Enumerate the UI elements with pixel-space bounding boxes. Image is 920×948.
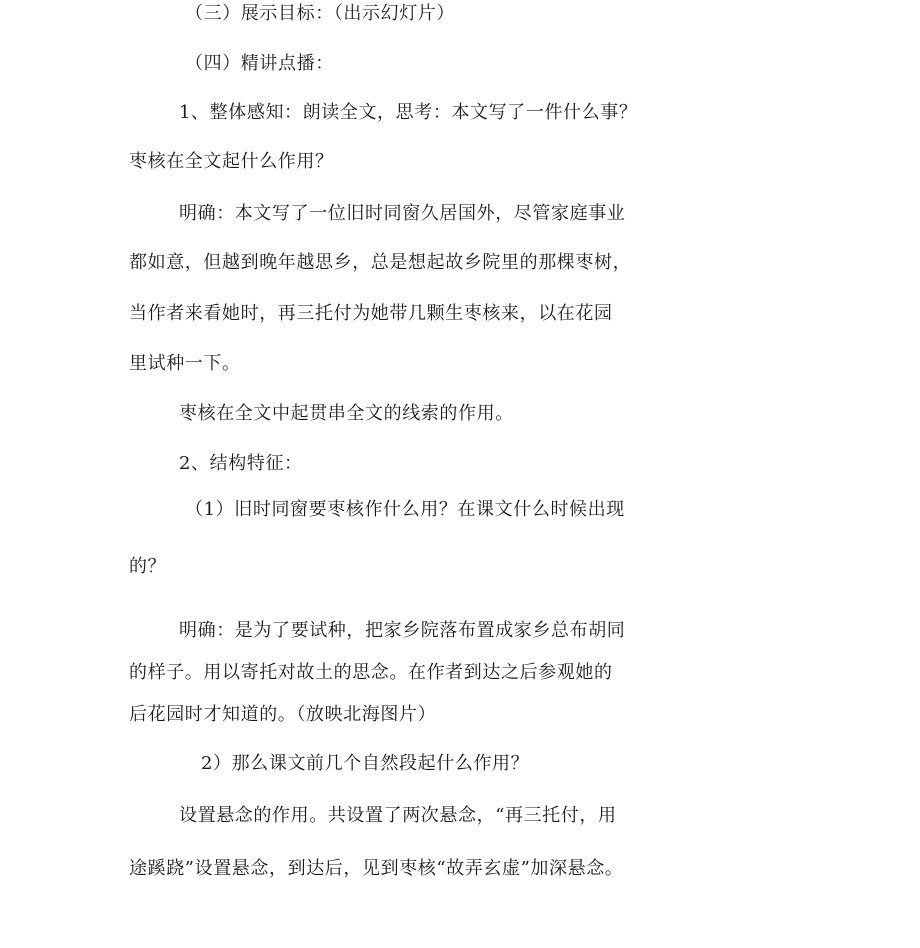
heading-key-points: （四）精讲点播： — [185, 53, 334, 74]
paragraph-line: 后花园时才知道的。（放映北海图片） — [129, 704, 437, 725]
heading-show-goals: （三）展示目标：（出示幻灯片） — [185, 3, 455, 24]
paragraph-line: 枣核在全文中起贯串全文的线索的作用。 — [179, 403, 514, 424]
question-line: 2）那么课文前几个自然段起什么作用？ — [201, 753, 530, 774]
paragraph-line: 明确：是为了要试种，把家乡院落布置成家乡总布胡同 — [179, 620, 626, 641]
paragraph-line: 设置悬念的作用。共设置了两次悬念，“再三托付，用 — [179, 805, 617, 826]
question-line: 的？ — [129, 556, 167, 577]
paragraph-line: 里试种一下。 — [129, 353, 241, 374]
paragraph-line: 途蹊跷”设置悬念，到达后，见到枣核“故弄玄虚”加深悬念。 — [129, 858, 624, 879]
paragraph-line: 的样子。用以寄托对故土的思念。在作者到达之后参观她的 — [129, 662, 613, 683]
question-line: （1）旧时同窗要枣核作什么用？在课文什么时候出现 — [185, 499, 625, 520]
paragraph-line: 枣核在全文起什么作用？ — [129, 151, 334, 172]
paragraph-line: 1、整体感知：朗读全文，思考：本文写了一件什么事？ — [179, 102, 638, 123]
paragraph-line: 当作者来看她时，再三托付为她带几颗生枣核来，以在花园 — [129, 303, 613, 324]
subheading-structure: 2、结构特征： — [179, 453, 303, 474]
paragraph-line: 明确：本文写了一位旧时同窗久居国外，尽管家庭事业 — [179, 203, 626, 224]
paragraph-line: 都如意，但越到晚年越思乡，总是想起故乡院里的那棵枣树， — [129, 252, 632, 273]
